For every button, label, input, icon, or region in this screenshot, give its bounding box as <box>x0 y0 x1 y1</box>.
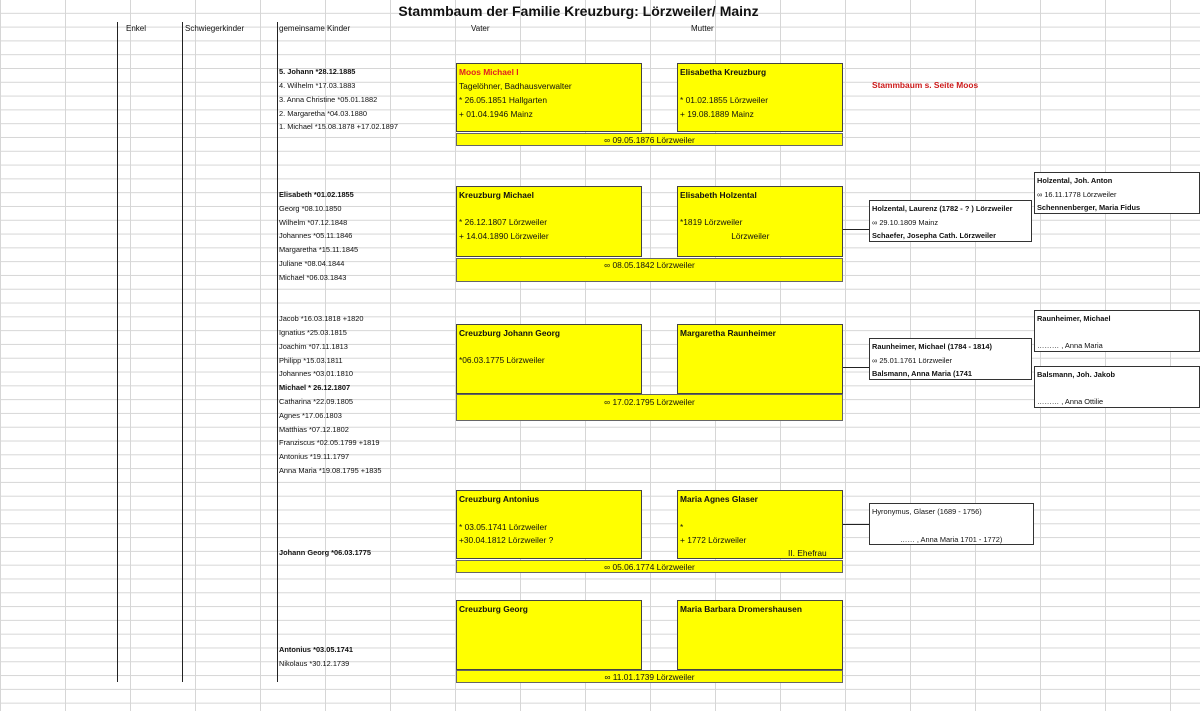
gen5-mother-box <box>677 600 843 670</box>
kid-item: Michael * 26.12.1807 <box>279 383 351 392</box>
kid-item: 5. Johann *28.12.1885 <box>279 67 356 76</box>
mother-name: Elisabetha Kreuzburg <box>680 67 767 77</box>
gen3-mother-box <box>677 324 843 394</box>
gen2-mother-box <box>677 186 843 257</box>
parents-marriage: ∞ 29.10.1809 Mainz <box>872 218 939 227</box>
gen3-father-box <box>456 324 642 394</box>
kid-item: Catharina *22.09.1805 <box>279 397 353 406</box>
grand-father: Raunheimer, Michael <box>1037 314 1111 323</box>
father-death: + 14.04.1890 Lörzweiler <box>459 231 549 241</box>
mother-birth: * <box>680 522 684 532</box>
parents-mother: Schaefer, Josepha Cath. Lörzweiler <box>872 231 997 240</box>
father-name: Creuzburg Georg <box>459 604 528 614</box>
mother-name: Elisabeth Holzental <box>680 190 757 200</box>
kid-item: Johann Georg *06.03.1775 <box>279 548 372 557</box>
kid-item: Philipp *15.03.1811 <box>279 356 343 365</box>
gen4-mother-parents-box <box>869 503 1034 545</box>
column-line-enkel <box>117 22 118 682</box>
gen1-marriage: ∞ 09.05.1876 Lörzweiler <box>456 133 843 146</box>
father-name: Creuzburg Johann Georg <box>459 328 560 338</box>
kid-item: Johannes *05.11.1846 <box>279 231 353 240</box>
kid-item: Joachim *07.11.1813 <box>279 342 348 351</box>
mother-birth: *1819 Lörzweiler <box>680 217 743 227</box>
parents-mother: Balsmann, Anna Maria (1741 <box>872 369 972 378</box>
kid-item: Ignatius *25.03.1815 <box>279 328 347 337</box>
column-line-schwiegerkinder <box>182 22 183 682</box>
kid-item: Elisabeth *01.02.1855 <box>279 190 354 199</box>
gen3-mother-parents-box <box>869 338 1032 380</box>
gen4-father-box <box>456 490 642 559</box>
kid-item: Georg *08.10.1850 <box>279 204 342 213</box>
father-death: + 01.04.1946 Mainz <box>459 109 533 119</box>
moos-reference-note: Stammbaum s. Seite Moos <box>872 80 979 90</box>
parents-father: Holzental, Laurenz (1782 - ? ) Lörzweiler <box>872 204 1013 213</box>
header-mutter: Mutter <box>691 24 714 33</box>
kid-item: Johannes *03.01.1810 <box>279 369 353 378</box>
kid-item: 4. Wilhelm *17.03.1883 <box>279 81 356 90</box>
parents-marriage: ∞ 25.01.1761 Lörzweiler <box>872 356 953 365</box>
grand-mother: ……… , Anna Ottilie <box>1037 397 1104 406</box>
kid-item: Agnes *17.06.1803 <box>279 411 342 420</box>
father-name: Kreuzburg Michael <box>459 190 534 200</box>
mother-note: II. Ehefrau <box>788 548 827 558</box>
kid-item: Antonius *19.11.1797 <box>279 452 350 461</box>
page-title: Stammbaum der Familie Kreuzburg: Lörzweiler/ Mainz <box>398 3 759 19</box>
column-line-kinder <box>277 22 278 682</box>
grand-father: Balsmann, Joh. Jakob <box>1037 370 1116 379</box>
mother-death: + 1772 Lörzweiler <box>680 535 747 545</box>
kid-item: Franziscus *02.05.1799 +1819 <box>279 438 380 447</box>
kid-item: 2. Margaretha *04.03.1880 <box>279 109 367 118</box>
header-kinder: gemeinsame Kinder <box>279 24 351 33</box>
kid-item: Juliane *08.04.1844 <box>279 259 345 268</box>
mother-name: Maria Agnes Glaser <box>680 494 758 504</box>
father-birth: *06.03.1775 Lörzweiler <box>459 355 545 365</box>
kid-item: Matthias *07.12.1802 <box>279 425 349 434</box>
kid-item: 3. Anna Christine *05.01.1882 <box>279 95 378 104</box>
connector-line <box>843 367 869 368</box>
father-birth: * 26.05.1851 Hallgarten <box>459 95 548 105</box>
parents-father: Raunheimer, Michael (1784 - 1814) <box>872 342 992 351</box>
kid-item: Margaretha *15.11.1845 <box>279 245 359 254</box>
gen5-marriage: ∞ 11.01.1739 Lörzweiler <box>456 670 843 683</box>
mother-birth: * 01.02.1855 Lörzweiler <box>680 95 768 105</box>
connector-line <box>843 524 869 525</box>
mother-death: Lörzweiler <box>680 231 770 241</box>
gen2-mother-parents-box <box>869 200 1032 242</box>
connector-line <box>843 229 869 230</box>
parents-father: Hyronymus, Glaser (1689 - 1756) <box>872 507 982 516</box>
parents-mother: …… , Anna Maria 1701 - 1772) <box>900 535 1003 544</box>
grand-father: Holzental, Joh. Anton <box>1037 176 1113 185</box>
header-schwiegerkinder: Schwiegerkinder <box>185 24 245 33</box>
mother-name: Maria Barbara Dromershausen <box>680 604 802 614</box>
gen5-father-box <box>456 600 642 670</box>
kid-item: Jacob *16.03.1818 +1820 <box>279 314 364 323</box>
gen4-mother-box <box>677 490 843 559</box>
father-death: +30.04.1812 Lörzweiler ? <box>459 535 554 545</box>
father-birth: * 26.12.1807 Lörzweiler <box>459 217 547 227</box>
gen2-grandparents-box <box>1034 172 1200 214</box>
kid-item: Wilhelm *07.12.1848 <box>279 218 348 227</box>
kid-item: Michael *06.03.1843 <box>279 273 347 282</box>
father-birth: * 03.05.1741 Lörzweiler <box>459 522 547 532</box>
father-name: Moos Michael I <box>459 67 519 77</box>
header-enkel: Enkel <box>126 24 147 33</box>
kid-item: 1. Michael *15.08.1878 +17.02.1897 <box>279 122 398 131</box>
gen3-marriage: ∞ 17.02.1795 Lörzweiler <box>456 394 843 421</box>
gen1-mother-box <box>677 63 843 132</box>
mother-death: + 19.08.1889 Mainz <box>680 109 754 119</box>
gen3-grandparents-balsmann-box <box>1034 366 1200 408</box>
gen3-grandparents-raunheimer-box <box>1034 310 1200 352</box>
header-vater: Vater <box>471 24 490 33</box>
grand-mother: ……… , Anna Maria <box>1037 341 1103 350</box>
father-occupation: Tagelöhner, Badhausverwalter <box>459 81 572 91</box>
father-name: Creuzburg Antonius <box>459 494 540 504</box>
mother-name: Margaretha Raunheimer <box>680 328 776 338</box>
kid-item: Nikolaus *30.12.1739 <box>279 659 350 668</box>
gen2-father-box <box>456 186 642 257</box>
grand-marriage: ∞ 16.11.1778 Lörzweiler <box>1037 190 1117 199</box>
kid-item: Anna Maria *19.08.1795 +1835 <box>279 466 382 475</box>
gen4-marriage: ∞ 05.06.1774 Lörzweiler <box>456 560 843 573</box>
gen1-father-box <box>456 63 642 132</box>
gen2-marriage: ∞ 08.05.1842 Lörzweiler <box>456 258 843 282</box>
kid-item: Antonius *03.05.1741 <box>279 645 353 654</box>
grand-mother: Schennenberger, Maria Fidus <box>1037 203 1141 212</box>
